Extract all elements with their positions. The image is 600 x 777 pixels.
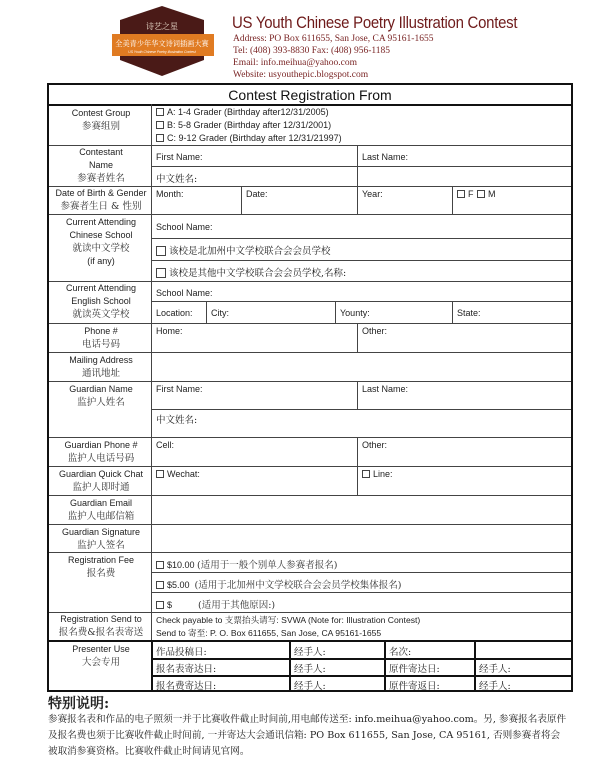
presenter-cell: 名次:	[389, 647, 412, 658]
column-divider	[241, 186, 242, 214]
row-divider	[49, 640, 571, 642]
birth-date-field[interactable]: Date:	[246, 189, 268, 199]
mailing-address-field[interactable]	[152, 353, 571, 381]
english-school-label: Current Attending English School 就读英文学校	[65, 283, 137, 320]
guardian-chinese-name-field[interactable]: 中文姓名:	[156, 415, 198, 426]
row-divider	[49, 104, 571, 106]
presenter-cell: 报名费寄达日:	[156, 681, 217, 692]
group-b-option[interactable]: B: 5-8 Grader (Birthday after 12/31/2001)	[156, 120, 331, 130]
registration-form	[47, 83, 573, 692]
guardian-first-name-field[interactable]: First Name:	[156, 384, 203, 394]
column-divider	[335, 301, 336, 323]
row-divider	[49, 437, 571, 438]
presenter-cell: 报名表寄达日:	[156, 664, 217, 675]
presenter-cell: 经手人:	[294, 681, 326, 692]
row-divider	[49, 552, 571, 553]
row-divider	[49, 214, 571, 215]
contestant-name-label: Contestant Name 参赛者姓名	[77, 147, 125, 184]
contest-group-label: Contest Group 参赛组别	[71, 108, 131, 132]
checkbox[interactable]	[156, 246, 166, 256]
fee-5-option[interactable]: $5.00 (适用于北加州中文学校联合会会员学校集体报名)	[156, 577, 401, 591]
guardian-last-name-field[interactable]: Last Name:	[362, 384, 409, 394]
chinese-school-other-option[interactable]: 该校是其他中文学校联合会会员学校,名称:	[156, 265, 346, 279]
chinese-school-member-option[interactable]: 该校是北加州中文学校联合会会员学校	[156, 243, 331, 257]
column-divider	[452, 301, 453, 323]
contest-address: Address: PO Box 611655, San Jose, CA 95161-1655	[233, 34, 434, 44]
checkbox[interactable]	[156, 134, 164, 142]
row-divider	[49, 381, 571, 382]
row-divider	[151, 260, 571, 261]
guardian-other-phone-field[interactable]: Other:	[362, 440, 388, 450]
row-divider	[151, 409, 571, 410]
column-divider	[206, 301, 207, 323]
row-divider	[151, 238, 571, 239]
logo-top-text: 诗艺之星	[146, 22, 178, 31]
row-divider	[49, 466, 571, 467]
checkbox[interactable]	[156, 121, 164, 129]
presenter-cell: 原件寄达日:	[389, 664, 440, 675]
presenter-cell: 原件寄返日:	[389, 681, 440, 692]
row-divider	[151, 658, 571, 660]
checkbox[interactable]	[156, 470, 164, 478]
checkbox[interactable]	[156, 601, 164, 609]
english-school-state-field[interactable]: State:	[457, 308, 481, 318]
presenter-cell: 经手人:	[479, 681, 511, 692]
checkbox[interactable]	[477, 190, 485, 198]
guardian-wechat-field[interactable]: Wechat:	[156, 469, 200, 479]
contest-logo	[100, 2, 225, 80]
notes-body: 参赛报名表和作品的电子照须一并于比赛收件截止时间前,用电邮传送至: info.meihua@yahoo.com。另, 参赛报名表原件及报名费也须于比赛收件截止时间前, 一并寄达大会通讯信箱: PO Box 611655, San Jose, CA 95161, 否则参赛者将会被取消参赛资格。比赛收件截止时间请见官网。	[48, 714, 567, 757]
group-a-option[interactable]: A: 1-4 Grader (Birthday after12/31/2005)	[156, 107, 329, 117]
column-divider	[357, 437, 358, 495]
row-divider	[49, 323, 571, 324]
presenter-cell: 作品投稿日:	[156, 647, 207, 658]
guardian-name-label: Guardian Name 监护人姓名	[69, 384, 133, 408]
english-school-city-field[interactable]: City:	[211, 308, 229, 318]
phone-label: Phone # 电话号码	[81, 326, 120, 350]
column-divider	[357, 381, 358, 409]
gender-male-option[interactable]: M	[477, 189, 496, 199]
contest-title: US Youth Chinese Poetry Illustration Contest	[232, 13, 518, 32]
logo-hexagon-icon	[100, 2, 225, 80]
checkbox[interactable]	[457, 190, 465, 198]
guardian-signature-field[interactable]	[152, 525, 571, 552]
row-divider	[151, 301, 571, 302]
presenter-cell: 经手人:	[294, 647, 326, 658]
contestant-last-name-field[interactable]: Last Name:	[362, 152, 409, 162]
column-divider	[357, 145, 358, 186]
group-c-option[interactable]: C: 9-12 Grader (Birthday after 12/31/21997)	[156, 133, 342, 143]
birth-year-field[interactable]: Year:	[362, 189, 383, 199]
guardian-chat-label: Guardian Quick Chat 监护人即时通	[58, 469, 144, 493]
dob-gender-label: Date of Birth & Gender 参赛者生日 & 性别	[55, 188, 147, 212]
home-phone-field[interactable]: Home:	[156, 326, 183, 336]
registration-send-label: Registration Send to 报名费&报名表寄送	[58, 614, 144, 638]
fee-other-option[interactable]: $ (适用于其他原因:)	[156, 597, 275, 611]
row-divider	[151, 572, 571, 573]
row-divider	[151, 675, 571, 677]
checkbox[interactable]	[156, 108, 164, 116]
fee-10-option[interactable]: $10.00 (适用于一般个别单人参赛者报名)	[156, 557, 337, 571]
checkbox[interactable]	[156, 268, 166, 278]
presenter-use-label: Presenter Use 大会专用	[72, 644, 130, 668]
contest-email: Email: info.meihua@yahoo.com	[233, 58, 358, 68]
column-divider	[357, 323, 358, 352]
birth-month-field[interactable]: Month:	[156, 189, 184, 199]
column-divider	[384, 640, 386, 692]
guardian-signature-label: Guardian Signature 监护人签名	[61, 527, 141, 551]
logo-band-subtext: US Youth Chinese Poetry Illustration Contest	[128, 50, 196, 54]
guardian-email-field[interactable]	[152, 496, 571, 524]
check-payable-text: Check payable to 支票抬头请写: SVWA (Note for: Illustration Contest)	[156, 615, 421, 625]
other-phone-field[interactable]: Other:	[362, 326, 388, 336]
checkbox[interactable]	[362, 470, 370, 478]
mailing-address-label: Mailing Address 通讯地址	[69, 355, 133, 379]
guardian-cell-field[interactable]: Cell:	[156, 440, 175, 450]
column-divider	[474, 640, 476, 692]
row-divider	[151, 166, 571, 167]
registration-fee-label: Registration Fee 报名费	[67, 555, 135, 579]
column-divider	[289, 640, 291, 692]
contestant-chinese-name-field[interactable]: 中文姓名:	[156, 174, 198, 185]
english-school-name-field[interactable]: School Name:	[156, 288, 213, 298]
contest-website: Website: usyouthepic.blogspot.com	[233, 70, 369, 80]
english-school-county-field[interactable]: Younty:	[340, 308, 370, 318]
guardian-line-field[interactable]: Line:	[362, 469, 393, 479]
english-school-location-label: Location:	[156, 308, 193, 318]
guardian-email-label: Guardian Email 监护人电邮信箱	[67, 498, 135, 522]
notes-heading: 特别说明:	[48, 696, 110, 712]
chinese-school-label: Current Attending Chinese School 就读中文学校 (if any)	[65, 217, 137, 266]
row-divider	[151, 592, 571, 593]
column-divider	[452, 186, 453, 214]
send-to-address-text: Send to 寄至: P. O. Box 611655, San Jose, CA 95161-1655	[156, 628, 382, 638]
contest-phone-fax: Tel: (408) 393-8830 Fax: (408) 956-1185	[233, 46, 391, 56]
form-title: Contest Registration From	[228, 87, 392, 103]
guardian-phone-label: Guardian Phone # 监护人电话号码	[64, 440, 138, 464]
gender-female-option[interactable]: F	[457, 189, 474, 199]
presenter-cell: 经手人:	[479, 664, 511, 675]
chinese-school-name-field[interactable]: School Name:	[156, 222, 213, 232]
presenter-cell: 经手人:	[294, 664, 326, 675]
logo-band-text: 全美青少年华文诗词插画大赛	[115, 39, 209, 48]
checkbox[interactable]	[156, 561, 164, 569]
column-divider	[357, 186, 358, 214]
contestant-first-name-field[interactable]: First Name:	[156, 152, 203, 162]
checkbox[interactable]	[156, 581, 164, 589]
